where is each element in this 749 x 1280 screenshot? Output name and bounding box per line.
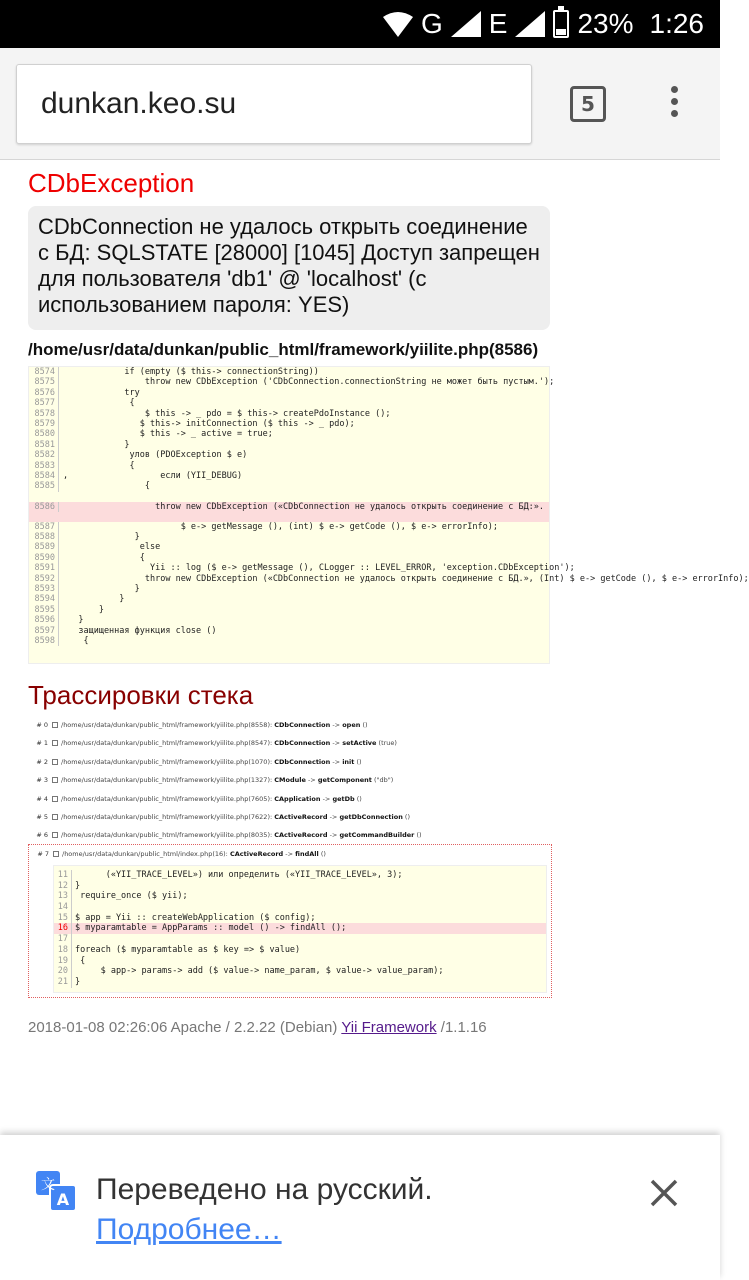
trace-file: /home/usr/data/dunkan/public_html/index.php(16): (62, 850, 228, 858)
line-number: 8585 (29, 481, 59, 491)
source-line (54, 913, 546, 924)
trace-file: /home/usr/data/dunkan/public_html/framework/yiilite.php(1327): (61, 776, 273, 785)
line-code: $ app-> params-> add ($ value-> name_param, $ value-> value_param); (75, 966, 444, 977)
expand-icon[interactable] (52, 796, 58, 802)
line-code: } (63, 439, 130, 450)
trace-row[interactable] (28, 808, 552, 826)
battery-percent: 23% (577, 8, 634, 39)
source-line (29, 471, 549, 481)
trace-source-block (53, 865, 547, 993)
battery-icon (553, 10, 569, 38)
line-number: 8596 (29, 615, 59, 625)
source-line (29, 377, 555, 388)
source-line (29, 409, 549, 419)
line-code: } (75, 880, 81, 891)
source-line (29, 367, 549, 377)
line-code: защищенная функция close () (63, 625, 217, 636)
trace-method: findAll (295, 850, 319, 858)
trace-number: # 7 (37, 850, 49, 858)
line-code: } (63, 594, 125, 605)
source-line (29, 388, 549, 398)
source-line (29, 626, 549, 636)
trace-number: # 1 (36, 739, 48, 748)
line-code: } (63, 584, 140, 595)
source-line (29, 605, 549, 615)
trace-number: # 6 (36, 831, 48, 840)
trace-args: () (416, 831, 422, 840)
translate-icon-glyph: 文 (41, 1177, 55, 1193)
line-number: 8589 (29, 542, 59, 552)
line-number: 8579 (29, 419, 59, 429)
signal-icon-2 (515, 11, 545, 37)
network-type-1: G (420, 8, 443, 39)
expand-icon[interactable] (52, 759, 58, 765)
source-line (29, 563, 575, 574)
line-code: («YII_TRACE_LEVEL») или определить («YII_TRACE_LEVEL», 3); (75, 870, 403, 880)
trace-args: () (356, 794, 362, 803)
expand-icon[interactable] (52, 722, 58, 728)
clock: 1:26 (649, 8, 704, 39)
trace-file: /home/usr/data/dunkan/public_html/framework/yiilite.php(7622): (61, 812, 273, 821)
source-line (54, 891, 546, 902)
trace-class: CActiveRecord (229, 850, 284, 858)
trace-args: () (320, 850, 326, 858)
line-code: { (75, 955, 86, 966)
trace-file: /home/usr/data/dunkan/public_html/framework/yiilite.php(1070): (61, 757, 273, 766)
trace-arrow: -> (332, 739, 341, 748)
line-code: } (63, 604, 104, 615)
line-number: 8587 (29, 522, 59, 532)
source-line (29, 522, 549, 532)
source-line (29, 429, 549, 439)
line-code: throw new CDbException ('CDbConnection.connectionString не может быть пустым.'); (63, 377, 555, 388)
trace-method: getDbConnection (339, 812, 403, 821)
line-number: 16 (54, 923, 72, 934)
trace-method: getCommandBuilder (339, 831, 415, 840)
source-line (29, 542, 549, 552)
error-message: CDbConnection не удалось открыть соединение с БД: SQLSTATE [28000] [1045] Доступ запрещен для пользователя 'db1' @ 'localhost' (с использованием пароля: YES) (28, 206, 550, 330)
line-number: 8584 (29, 471, 59, 481)
trace-arrow: -> (329, 812, 338, 821)
page-content (0, 160, 749, 1135)
footer (28, 1019, 487, 1036)
trace-arrow: -> (285, 850, 294, 858)
trace-class: CActiveRecord (274, 812, 328, 821)
source-line (29, 636, 549, 646)
trace-args: ("db") (373, 776, 394, 785)
trace-row[interactable] (28, 734, 552, 752)
source-line (29, 553, 549, 563)
trace-class: CActiveRecord (274, 831, 328, 840)
yii-framework-link[interactable]: Yii Framework (341, 1019, 437, 1036)
trace-arrow: -> (329, 831, 338, 840)
translate-more-link[interactable]: Подробнее… (96, 1213, 282, 1246)
translate-icon (36, 1171, 76, 1211)
url-text[interactable]: dunkan.keo.su (41, 87, 237, 120)
line-number: 8588 (29, 532, 59, 542)
trace-method: open (342, 721, 361, 729)
source-line (54, 934, 546, 945)
trace-method: init (342, 757, 355, 766)
line-number: 8595 (29, 605, 59, 615)
trace-class: CDbConnection (274, 721, 331, 729)
line-number: 8578 (29, 409, 59, 419)
status-bar (0, 0, 720, 48)
source-line (29, 419, 549, 429)
line-number: 8580 (29, 429, 59, 439)
source-line (29, 594, 549, 604)
trace-args: () (404, 812, 410, 821)
line-number: 8592 (29, 574, 59, 584)
more-vert-icon[interactable] (664, 86, 684, 122)
line-number: 8598 (29, 636, 59, 646)
line-number: 8577 (29, 398, 59, 408)
trace-method: getDb (332, 794, 355, 803)
source-line (29, 615, 549, 625)
trace-arrow: -> (307, 776, 316, 785)
line-number: 8590 (29, 553, 59, 563)
line-number: 15 (54, 913, 72, 924)
trace-file: /home/usr/data/dunkan/public_html/framework/yiilite.php(8547): (61, 739, 273, 748)
trace-row[interactable] (28, 771, 552, 789)
source-line (29, 398, 549, 408)
line-number: 8582 (29, 450, 59, 460)
trace-class: CDbConnection (274, 739, 331, 748)
line-code: { (63, 481, 150, 492)
line-number: 8591 (29, 563, 59, 573)
trace-row[interactable] (28, 716, 552, 734)
trace-row[interactable] (28, 790, 552, 808)
line-number: 8583 (29, 461, 59, 471)
trace-args: () (362, 721, 368, 729)
line-number: 14 (54, 902, 72, 913)
line-code: , если (YII_DEBUG) (63, 470, 243, 481)
signal-icon (451, 11, 481, 37)
line-number: 18 (54, 945, 72, 956)
trace-file: /home/usr/data/dunkan/public_html/framework/yiilite.php(8558): (61, 721, 273, 729)
translate-icon-letter: A (56, 1190, 70, 1209)
source-line (29, 481, 549, 491)
line-code: throw new CDbException («CDbConnection не удалось открыть соединение с БД.», (Int) $ e-> getCode (), $ e-> errorInfo); (63, 573, 749, 584)
browser-toolbar (0, 48, 720, 160)
trace-method: setActive (342, 739, 377, 748)
trace-args: () (356, 757, 362, 766)
line-number: 21 (54, 977, 72, 988)
trace-arrow: -> (322, 794, 331, 803)
source-line (29, 532, 549, 542)
line-number: 11 (54, 870, 72, 881)
trace-number: # 4 (36, 794, 48, 803)
line-number: 12 (54, 881, 72, 892)
line-number: 8597 (29, 626, 59, 636)
source-line (29, 461, 549, 471)
trace-number: # 5 (36, 812, 48, 821)
battery-level (556, 29, 566, 35)
source-line (54, 870, 546, 881)
expand-icon[interactable] (52, 832, 58, 838)
line-code: $ this -> _ pdo = $ this-> createPdoInstance (); (63, 408, 391, 419)
footer-text: 2018-01-08 02:26:06 Apache / 2.2.22 (Debian) (28, 1019, 338, 1036)
expand-icon[interactable] (52, 740, 58, 746)
line-code: else (63, 542, 161, 553)
trace-arrow: -> (332, 757, 341, 766)
line-code: $ e-> getMessage (), (int) $ e-> getCode (), $ e-> errorInfo); (63, 521, 498, 532)
line-code: { (63, 635, 89, 646)
line-number: 8594 (29, 594, 59, 604)
line-code: $ this-> initConnection ($ this -> _ pdo); (63, 418, 355, 429)
line-code: улов (PDOException $ e) (63, 450, 248, 461)
tab-switcher-button[interactable]: 5 (570, 86, 606, 122)
line-code: $ app = Yii :: createWebApplication ($ config); (75, 912, 316, 923)
line-code: require_once ($ yii); (75, 891, 188, 902)
trace-row[interactable] (28, 753, 552, 771)
trace-file: /home/usr/data/dunkan/public_html/framework/yiilite.php(7605): (61, 794, 273, 803)
close-icon[interactable] (646, 1175, 682, 1211)
trace-number: # 3 (36, 776, 48, 785)
line-number: 8586 (29, 502, 59, 512)
source-line (29, 440, 549, 450)
translate-message: Переведено на русский. (96, 1173, 433, 1206)
line-number: 19 (54, 956, 72, 967)
line-number: 8574 (29, 367, 59, 377)
line-code: $ this -> _ active = true; (63, 429, 273, 440)
trace-row[interactable] (28, 826, 552, 844)
translate-bar (0, 1135, 720, 1280)
source-line (54, 956, 546, 967)
source-line (29, 584, 549, 594)
stack-trace-title: Трассировки стека (28, 680, 254, 710)
footer-version: /1.1.16 (440, 1019, 487, 1036)
trace-method: getComponent (317, 776, 372, 785)
expand-icon[interactable] (52, 814, 58, 820)
exception-title: CDbException (28, 168, 195, 198)
source-line (29, 573, 749, 584)
expand-icon[interactable] (52, 777, 58, 783)
line-number: 13 (54, 891, 72, 902)
source-line (54, 902, 546, 913)
line-code: } (63, 532, 140, 543)
line-code: } (63, 615, 84, 626)
source-line (29, 450, 549, 460)
source-line-error (29, 502, 549, 522)
network-type-2: E (488, 8, 508, 39)
line-number: 8576 (29, 388, 59, 398)
trace-row-expanded[interactable] (28, 844, 552, 998)
line-code: { (63, 460, 135, 471)
trace-arrow: -> (332, 721, 341, 729)
line-code: $ myparamtable = AppParams :: model () -> findAll (); (75, 923, 347, 934)
source-code-block (28, 366, 749, 664)
stack-trace-list (28, 716, 552, 845)
trace-row[interactable] (29, 845, 551, 863)
url-bar[interactable] (16, 64, 532, 144)
line-code: { (63, 398, 135, 409)
line-number: 8575 (29, 377, 59, 387)
line-code: try (63, 387, 140, 398)
line-number: 8593 (29, 584, 59, 594)
trace-class: CModule (274, 776, 306, 785)
line-code: throw new CDbException («CDbConnection не удалось открыть соединение с БД:». (63, 501, 545, 512)
trace-number: # 2 (36, 757, 48, 766)
line-code: Yii :: log ($ e-> getMessage (), CLogger :: LEVEL_ERROR, 'exception.CDbException'); (63, 563, 575, 574)
trace-class: CDbConnection (274, 757, 331, 766)
line-number: 8581 (29, 440, 59, 450)
source-line (54, 881, 546, 892)
wifi-icon (383, 11, 413, 37)
line-number: 17 (54, 934, 72, 945)
line-code: foreach ($ myparamtable as $ key => $ value) (75, 944, 301, 955)
line-number: 20 (54, 966, 72, 977)
trace-class: CApplication (274, 794, 321, 803)
trace-file: /home/usr/data/dunkan/public_html/framework/yiilite.php(8035): (61, 831, 273, 840)
source-line (54, 945, 546, 956)
source-line (54, 966, 546, 977)
error-file-path: /home/usr/data/dunkan/public_html/framework/yiilite.php(8586) (28, 340, 539, 359)
source-line (54, 977, 546, 988)
line-code: { (63, 552, 145, 563)
line-code: if (empty ($ this-> connectionString)) (63, 367, 319, 377)
source-line-error (54, 923, 546, 934)
line-code: } (75, 976, 81, 987)
expand-icon[interactable] (53, 851, 59, 857)
trace-number: # 0 (36, 721, 48, 729)
trace-args: (true) (378, 739, 397, 748)
